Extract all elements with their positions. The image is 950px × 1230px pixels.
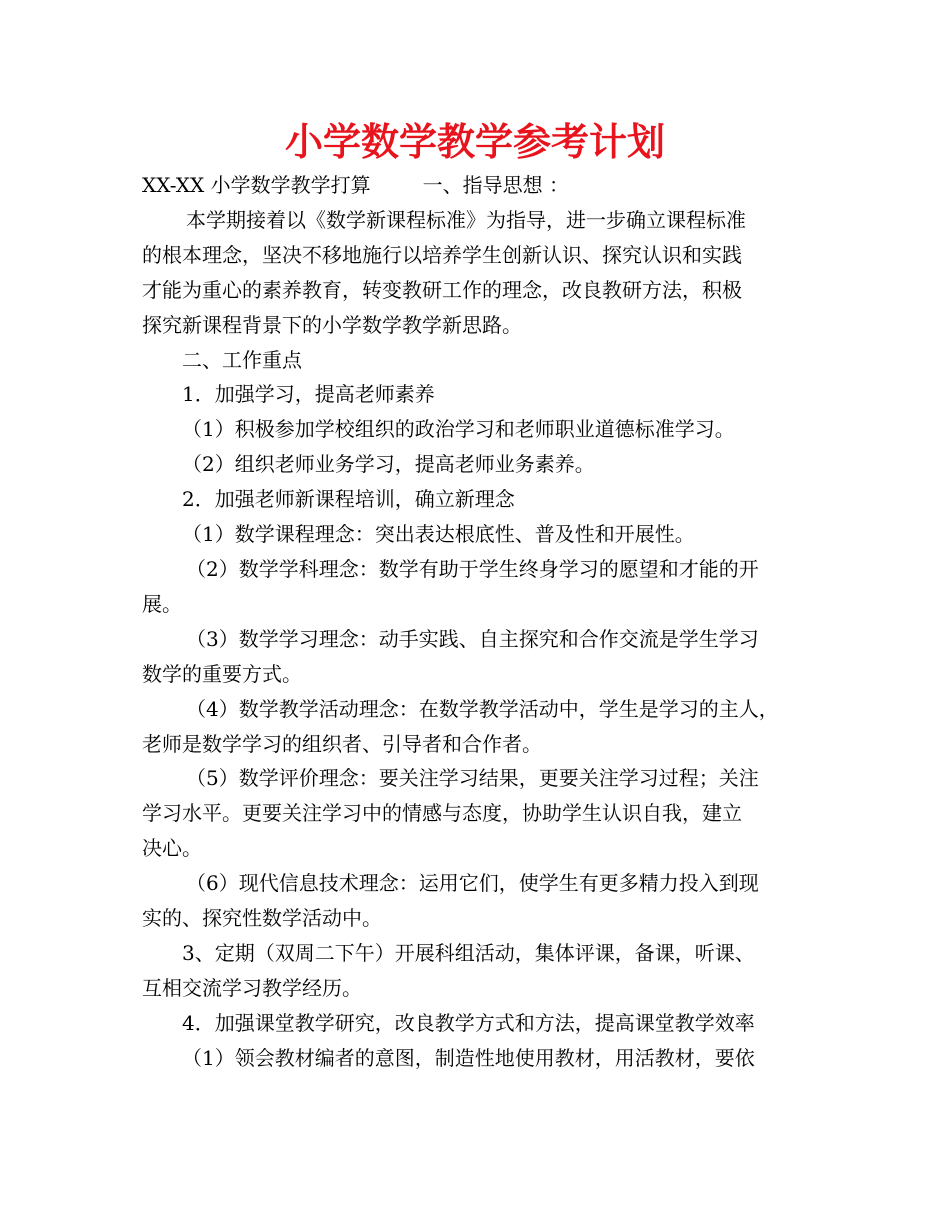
paragraph-line: 老师是数学学习的组织者、引导者和合作者。	[142, 731, 542, 756]
list-item: （1）积极参加学校组织的政治学习和老师职业道德标准学习。	[182, 417, 735, 442]
section-heading: 一、指导思想 ：	[422, 173, 570, 197]
list-item: （3）数学学习理念：动手实践、自主探究和合作交流是学生学习	[186, 626, 759, 651]
paragraph-line: 的根本理念，坚决不移地施行以培养学生创新认识、探究认识和实践	[142, 242, 742, 267]
section-heading: 二、工作重点	[182, 347, 302, 372]
list-item: 1．加强学习，提高老师素养	[182, 382, 435, 407]
paragraph-line: 实的、探究性数学活动中。	[142, 906, 382, 931]
list-item: （4）数学教学活动理念：在数学教学活动中，学生是学习的主人，	[186, 696, 779, 721]
paragraph-line: 才能为重心的素养教育，转变教研工作的理念，改良教研方法，积极	[142, 277, 742, 302]
paragraph-line: 展。	[142, 591, 182, 616]
list-item: 3、定期（双周二下午）开展科组活动，集体评课，备课，听课、	[182, 940, 755, 965]
list-item: 4．加强课堂教学研究，改良教学方式和方法，提高课堂教学效率	[182, 1010, 755, 1035]
paragraph-line: 探究新课程背景下的小学数学教学新思路。	[142, 312, 522, 337]
document-title: 小学数学教学参考计划	[284, 120, 665, 164]
paragraph-line: 数学的重要方式。	[142, 661, 302, 686]
list-item: （5）数学评价理念：要关注学习结果，更要关注学习过程；关注	[186, 766, 759, 791]
paragraph-line: 学习水平。更要关注学习中的情感与态度，协助学生认识自我，建立	[142, 801, 742, 826]
subtitle-line	[142, 168, 822, 203]
paragraph-line: 互相交流学习教学经历。	[142, 975, 362, 1000]
document-body	[142, 168, 822, 1076]
list-item: （2）组织老师业务学习，提高老师业务素养。	[182, 452, 595, 477]
list-item: （2）数学学科理念：数学有助于学生终身学习的愿望和才能的开	[186, 556, 759, 581]
paragraph-line: 决心。	[142, 836, 202, 861]
list-item: （6）现代信息技术理念：运用它们，使学生有更多精力投入到现	[186, 871, 759, 896]
list-item: （1）数学课程理念：突出表达根底性、普及性和开展性。	[182, 522, 695, 547]
list-item: （1）领会教材编者的意图，制造性地使用教材，用活教材，要依	[182, 1045, 755, 1070]
paragraph-line: 本学期接着以《数学新课程标准》为指导，进一步确立课程标准	[186, 207, 746, 232]
list-item: 2．加强老师新课程培训，确立新理念	[182, 487, 515, 512]
plan-subtitle: XX-XX 小学数学教学打算	[142, 173, 371, 197]
